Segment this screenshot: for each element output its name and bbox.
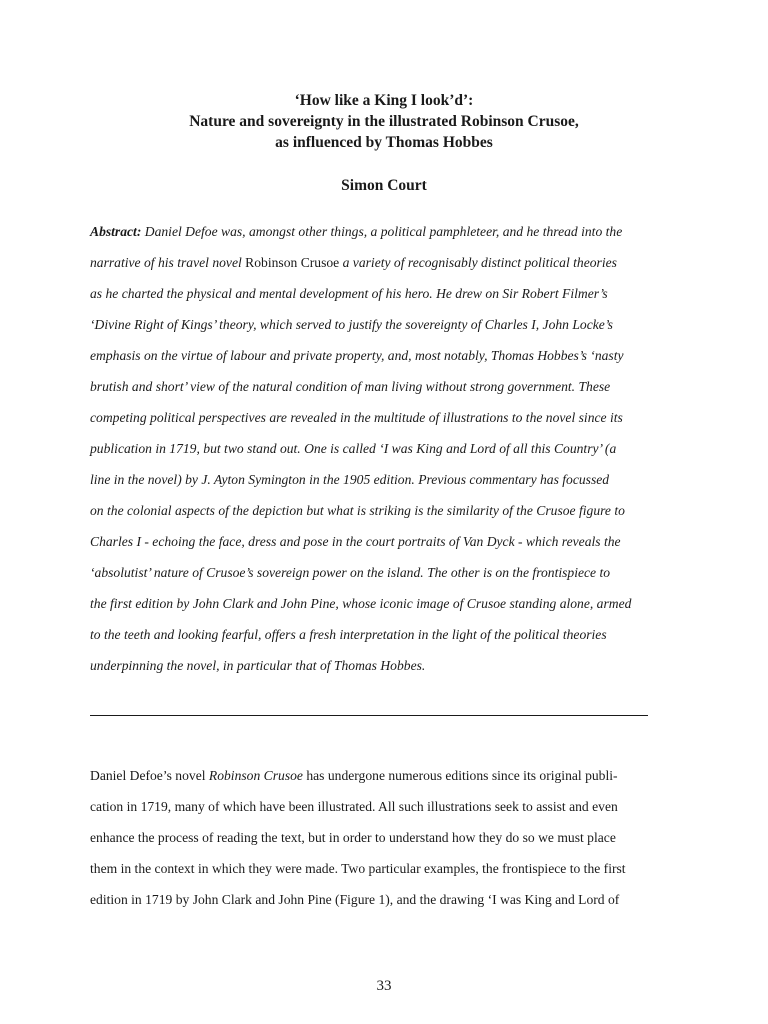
body-text [90, 760, 680, 915]
body-text-run: has undergone numerous editions since its original publi- [302, 768, 618, 783]
body-line: cation in 1719, many of which have been illustrated. All such illustrations seek to assist and even [90, 799, 618, 814]
body-line: them in the context in which they were made. Two particular examples, the frontispiece to the first [90, 861, 626, 876]
abstract-line: ‘Divine Right of Kings’ theory, which served to justify the sovereignty of Charles I, John Locke’s [90, 317, 613, 332]
abstract [90, 216, 680, 681]
abstract-line: Charles I - echoing the face, dress and pose in the court portraits of Van Dyck - which reveals the [90, 534, 621, 549]
page-number: 33 [376, 978, 392, 994]
abstract-line: underpinning the novel, in particular that of Thomas Hobbes. [90, 658, 426, 673]
abstract-line [90, 216, 680, 247]
abstract-line: emphasis on the virtue of labour and private property, and, most notably, Thomas Hobbes’s ‘nasty [90, 348, 624, 363]
body-line: edition in 1719 by John Clark and John Pine (Figure 1), and the drawing ‘I was King and Lord of [90, 892, 620, 907]
abstract-label: Abstract: [90, 224, 142, 239]
book-title-italic: Robinson Crusoe [208, 768, 303, 783]
abstract-line: as he charted the physical and mental development of his hero. He drew on Sir Robert Filmer’s [90, 286, 608, 301]
abstract-line: publication in 1719, but two stand out. One is called ‘I was King and Lord of all this Country’ (a [90, 441, 617, 456]
author-name: Simon Court [341, 177, 427, 194]
abstract-line: ‘absolutist’ nature of Crusoe’s sovereign power on the island. The other is on the frontispiece to [90, 565, 611, 580]
title-line: as influenced by Thomas Hobbes [275, 134, 493, 151]
abstract-line: line in the novel) by J. Ayton Symington in the 1905 edition. Previous commentary has focussed [90, 472, 610, 487]
abstract-line: on the colonial aspects of the depiction but what is striking is the similarity of the Crusoe figure to [90, 503, 625, 518]
body-line: enhance the process of reading the text, but in order to understand how they do so we must place [90, 830, 616, 845]
body-text-run: Daniel Defoe’s novel [90, 768, 209, 783]
abstract-line: the first edition by John Clark and John Pine, whose iconic image of Crusoe standing alone, armed [90, 596, 632, 611]
abstract-line [90, 247, 680, 278]
abstract-line: to the teeth and looking fearful, offers a fresh interpretation in the light of the political theories [90, 627, 607, 642]
book-title-roman: Robinson Crusoe [245, 255, 340, 270]
title-line: Nature and sovereignty in the illustrated Robinson Crusoe, [189, 113, 579, 130]
abstract-line: brutish and short’ view of the natural condition of man living without strong government. These [90, 379, 611, 394]
body-line [90, 760, 680, 791]
abstract-line: competing political perspectives are revealed in the multitude of illustrations to the novel since its [90, 410, 623, 425]
abstract-text: narrative of his travel novel [90, 255, 246, 270]
section-divider [90, 715, 648, 716]
abstract-text: Daniel Defoe was, amongst other things, a political pamphleteer, and he thread into the [141, 224, 623, 239]
article-title [90, 90, 678, 153]
title-line: ‘How like a King I look’d’: [294, 92, 474, 109]
abstract-text: a variety of recognisably distinct political theories [339, 255, 617, 270]
